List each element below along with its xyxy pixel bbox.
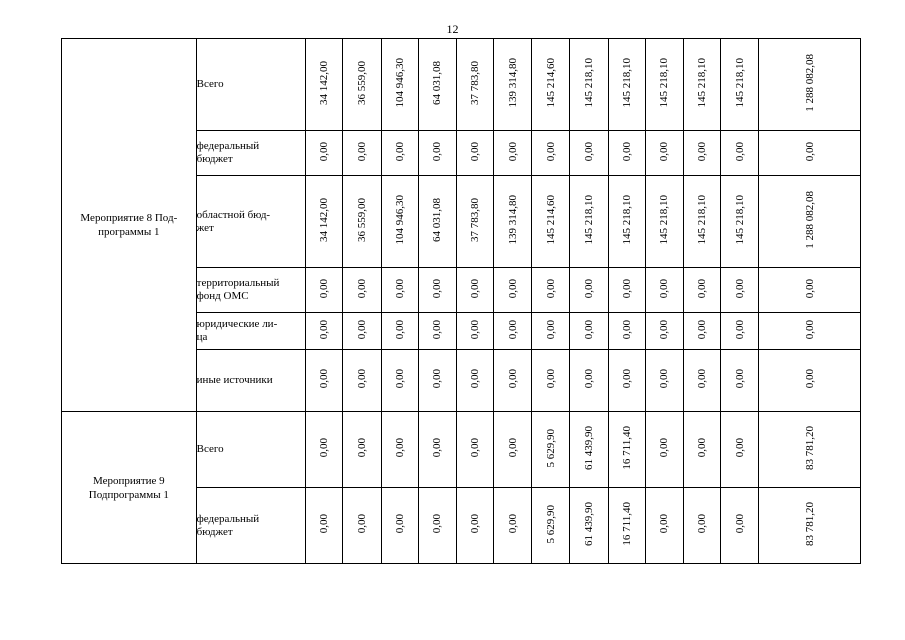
year-value-cell <box>608 313 645 350</box>
year-value: 34 142,00 <box>318 61 331 105</box>
year-value: 5 629,90 <box>544 504 557 544</box>
year-value: 0,00 <box>355 319 368 340</box>
year-value: 104 946,30 <box>393 195 406 245</box>
total-value: 1 288 082,08 <box>803 191 816 249</box>
total-value: 0,00 <box>803 369 816 389</box>
year-value-cell <box>418 39 456 131</box>
table-row <box>62 412 861 488</box>
year-value: 145 218,10 <box>658 195 671 245</box>
year-value-cell <box>608 39 645 131</box>
year-value: 0,00 <box>318 141 331 162</box>
year-value: 145 218,10 <box>583 58 596 108</box>
year-value: 145 218,10 <box>658 58 671 108</box>
year-value-cell <box>306 488 343 564</box>
year-value: 145 218,10 <box>733 58 746 108</box>
year-value: 0,00 <box>658 278 671 299</box>
year-value: 0,00 <box>733 514 746 534</box>
year-value-cell <box>570 268 608 313</box>
year-value-cell <box>306 313 343 350</box>
year-value: 37 783,80 <box>469 61 482 105</box>
year-value-cell <box>456 313 493 350</box>
year-value-cell <box>418 131 456 176</box>
page-number: 12 <box>446 22 459 36</box>
year-value: 145 218,10 <box>620 195 633 245</box>
funding-source <box>196 268 306 313</box>
year-value: 0,00 <box>469 369 482 389</box>
year-value: 0,00 <box>696 141 709 162</box>
year-value: 0,00 <box>506 319 519 340</box>
total-value: 0,00 <box>803 319 816 340</box>
year-value: 145 218,10 <box>620 58 633 108</box>
year-value: 145 218,10 <box>696 195 709 245</box>
year-value: 0,00 <box>469 319 482 340</box>
year-value: 0,00 <box>544 319 557 340</box>
year-value-cell <box>684 268 721 313</box>
year-value-cell <box>684 350 721 412</box>
year-value: 145 218,10 <box>583 195 596 245</box>
year-value: 0,00 <box>318 369 331 389</box>
year-value: 0,00 <box>469 141 482 162</box>
year-value-cell <box>306 350 343 412</box>
year-value-cell <box>456 488 493 564</box>
year-value-cell <box>532 313 570 350</box>
year-value: 0,00 <box>431 141 444 162</box>
total-value: 83 781,20 <box>803 502 816 546</box>
year-value-cell <box>343 412 381 488</box>
year-value: 0,00 <box>469 278 482 299</box>
year-value-cell <box>532 176 570 268</box>
year-value: 0,00 <box>658 141 671 162</box>
year-value: 0,00 <box>393 438 406 458</box>
year-value: 0,00 <box>393 141 406 162</box>
year-value: 61 439,90 <box>583 426 596 470</box>
year-value-cell <box>381 176 418 268</box>
year-value: 145 214,60 <box>544 195 557 245</box>
year-value-cell <box>343 131 381 176</box>
year-value-cell <box>532 412 570 488</box>
year-value: 0,00 <box>431 278 444 299</box>
year-value-cell <box>532 488 570 564</box>
year-value: 0,00 <box>506 369 519 389</box>
year-value-cell <box>381 313 418 350</box>
year-value-cell <box>645 412 683 488</box>
event-title-text: Мероприятие 9 Подпрограммы 1 <box>88 474 169 501</box>
year-value-cell <box>645 39 683 131</box>
year-value: 0,00 <box>469 438 482 458</box>
year-value: 0,00 <box>393 514 406 534</box>
year-value: 0,00 <box>544 369 557 389</box>
year-value-cell <box>532 350 570 412</box>
year-value-cell <box>532 268 570 313</box>
year-value: 0,00 <box>469 514 482 534</box>
year-value-cell <box>608 131 645 176</box>
year-value: 0,00 <box>696 369 709 389</box>
year-value: 0,00 <box>658 514 671 534</box>
year-value-cell <box>343 39 381 131</box>
year-value-cell <box>570 176 608 268</box>
budget-table <box>61 38 861 564</box>
year-value: 0,00 <box>318 278 331 299</box>
year-value-cell <box>721 268 759 313</box>
year-value: 0,00 <box>733 278 746 299</box>
funding-source-label: юридические ли- ца <box>196 318 278 343</box>
year-value: 0,00 <box>696 438 709 458</box>
year-value-cell <box>608 350 645 412</box>
funding-source <box>196 313 306 350</box>
year-value-cell <box>645 488 683 564</box>
year-value-cell <box>608 176 645 268</box>
year-value-cell <box>721 176 759 268</box>
funding-source <box>196 176 306 268</box>
funding-source <box>196 488 306 564</box>
year-value-cell <box>684 39 721 131</box>
year-value: 0,00 <box>733 141 746 162</box>
year-value: 0,00 <box>583 141 596 162</box>
year-value: 0,00 <box>318 514 331 534</box>
year-value-cell <box>684 176 721 268</box>
year-value: 0,00 <box>506 438 519 458</box>
year-value: 145 218,10 <box>696 58 709 108</box>
year-value-cell <box>456 412 493 488</box>
year-value: 0,00 <box>506 278 519 299</box>
year-value-cell <box>306 176 343 268</box>
year-value: 0,00 <box>583 278 596 299</box>
year-value: 0,00 <box>620 369 633 389</box>
year-value-cell <box>343 268 381 313</box>
year-value: 0,00 <box>583 369 596 389</box>
year-value: 0,00 <box>733 438 746 458</box>
year-value: 0,00 <box>355 514 368 534</box>
year-value: 0,00 <box>620 278 633 299</box>
year-value: 0,00 <box>544 278 557 299</box>
total-value-cell <box>759 268 861 313</box>
year-value-cell <box>306 412 343 488</box>
year-value-cell <box>456 268 493 313</box>
year-value-cell <box>494 131 532 176</box>
total-value: 83 781,20 <box>803 426 816 470</box>
year-value: 37 783,80 <box>469 198 482 242</box>
year-value-cell <box>645 313 683 350</box>
year-value: 0,00 <box>506 141 519 162</box>
year-value-cell <box>721 131 759 176</box>
year-value: 0,00 <box>658 438 671 458</box>
year-value: 0,00 <box>393 369 406 389</box>
year-value-cell <box>532 39 570 131</box>
year-value-cell <box>494 313 532 350</box>
year-value: 0,00 <box>355 369 368 389</box>
year-value: 16 711,40 <box>620 502 633 546</box>
year-value-cell <box>570 350 608 412</box>
year-value-cell <box>418 313 456 350</box>
year-value-cell <box>645 268 683 313</box>
year-value-cell <box>532 131 570 176</box>
year-value-cell <box>684 488 721 564</box>
year-value-cell <box>570 131 608 176</box>
year-value: 0,00 <box>431 369 444 389</box>
year-value-cell <box>418 176 456 268</box>
year-value-cell <box>418 412 456 488</box>
total-value-cell <box>759 131 861 176</box>
year-value-cell <box>684 412 721 488</box>
total-value-cell <box>759 412 861 488</box>
year-value-cell <box>608 268 645 313</box>
year-value-cell <box>381 488 418 564</box>
total-value-cell <box>759 313 861 350</box>
total-value: 1 288 082,08 <box>803 54 816 112</box>
total-value-cell <box>759 176 861 268</box>
year-value-cell <box>306 39 343 131</box>
year-value-cell <box>494 268 532 313</box>
event-title-text: Мероприятие 8 Под- программы 1 <box>80 212 178 238</box>
year-value-cell <box>570 39 608 131</box>
total-value-cell <box>759 350 861 412</box>
year-value: 61 439,90 <box>583 502 596 546</box>
year-value: 0,00 <box>355 438 368 458</box>
year-value: 34 142,00 <box>318 198 331 242</box>
year-value-cell <box>570 313 608 350</box>
year-value: 0,00 <box>696 514 709 534</box>
year-value-cell <box>381 39 418 131</box>
year-value-cell <box>494 39 532 131</box>
year-value-cell <box>721 488 759 564</box>
year-value-cell <box>456 39 493 131</box>
year-value-cell <box>721 412 759 488</box>
funding-source-label: областной бюд- жет <box>196 208 271 234</box>
year-value: 5 629,90 <box>544 428 557 468</box>
year-value: 0,00 <box>355 141 368 162</box>
year-value: 0,00 <box>658 319 671 340</box>
funding-source-label: территориальный фонд ОМС <box>196 277 280 302</box>
year-value: 64 031,08 <box>431 198 444 242</box>
year-value: 0,00 <box>318 319 331 340</box>
year-value-cell <box>608 488 645 564</box>
year-value: 139 314,80 <box>506 195 519 245</box>
year-value: 16 711,40 <box>620 426 633 470</box>
year-value: 0,00 <box>318 438 331 458</box>
year-value: 0,00 <box>431 514 444 534</box>
year-value-cell <box>570 412 608 488</box>
year-value-cell <box>645 176 683 268</box>
funding-source <box>196 350 306 412</box>
year-value: 0,00 <box>583 319 596 340</box>
year-value: 145 214,60 <box>544 58 557 108</box>
year-value: 0,00 <box>733 319 746 340</box>
year-value: 0,00 <box>355 278 368 299</box>
year-value-cell <box>570 488 608 564</box>
year-value-cell <box>343 350 381 412</box>
funding-source-label: федеральный бюджет <box>196 140 260 165</box>
year-value-cell <box>684 313 721 350</box>
year-value: 0,00 <box>431 438 444 458</box>
year-value-cell <box>494 350 532 412</box>
total-value: 0,00 <box>803 278 816 299</box>
funding-source <box>196 131 306 176</box>
year-value-cell <box>721 350 759 412</box>
year-value: 36 559,00 <box>355 198 368 242</box>
year-value: 0,00 <box>620 319 633 340</box>
year-value-cell <box>721 313 759 350</box>
year-value-cell <box>645 350 683 412</box>
funding-source <box>196 39 306 131</box>
year-value-cell <box>418 268 456 313</box>
year-value-cell <box>418 488 456 564</box>
event-title <box>62 412 197 564</box>
year-value-cell <box>456 350 493 412</box>
year-value: 36 559,00 <box>355 61 368 105</box>
table-row <box>62 39 861 131</box>
year-value: 0,00 <box>393 278 406 299</box>
total-value-cell <box>759 39 861 131</box>
funding-source-label: федеральный бюджет <box>196 512 260 538</box>
funding-source-label: Всего <box>196 78 224 90</box>
year-value-cell <box>721 39 759 131</box>
event-title <box>62 39 197 412</box>
year-value: 0,00 <box>620 141 633 162</box>
year-value-cell <box>381 131 418 176</box>
year-value-cell <box>306 268 343 313</box>
year-value: 0,00 <box>393 319 406 340</box>
year-value: 0,00 <box>733 369 746 389</box>
year-value-cell <box>494 488 532 564</box>
year-value: 0,00 <box>431 319 444 340</box>
year-value-cell <box>684 131 721 176</box>
year-value: 104 946,30 <box>393 58 406 108</box>
total-value-cell <box>759 488 861 564</box>
year-value: 145 218,10 <box>733 195 746 245</box>
year-value-cell <box>494 412 532 488</box>
year-value-cell <box>418 350 456 412</box>
funding-source-label: Всего <box>196 443 224 455</box>
year-value-cell <box>494 176 532 268</box>
year-value: 0,00 <box>506 514 519 534</box>
total-value: 0,00 <box>803 141 816 162</box>
year-value-cell <box>456 176 493 268</box>
funding-source <box>196 412 306 488</box>
year-value-cell <box>343 176 381 268</box>
year-value-cell <box>306 131 343 176</box>
year-value-cell <box>381 412 418 488</box>
year-value: 0,00 <box>696 319 709 340</box>
year-value: 0,00 <box>544 141 557 162</box>
year-value-cell <box>381 268 418 313</box>
year-value: 0,00 <box>658 369 671 389</box>
year-value-cell <box>343 313 381 350</box>
year-value-cell <box>456 131 493 176</box>
funding-source-label: иные источники <box>196 374 273 386</box>
year-value-cell <box>608 412 645 488</box>
year-value: 64 031,08 <box>431 61 444 105</box>
year-value-cell <box>645 131 683 176</box>
year-value: 139 314,80 <box>506 58 519 108</box>
year-value: 0,00 <box>696 278 709 299</box>
year-value-cell <box>381 350 418 412</box>
year-value-cell <box>343 488 381 564</box>
